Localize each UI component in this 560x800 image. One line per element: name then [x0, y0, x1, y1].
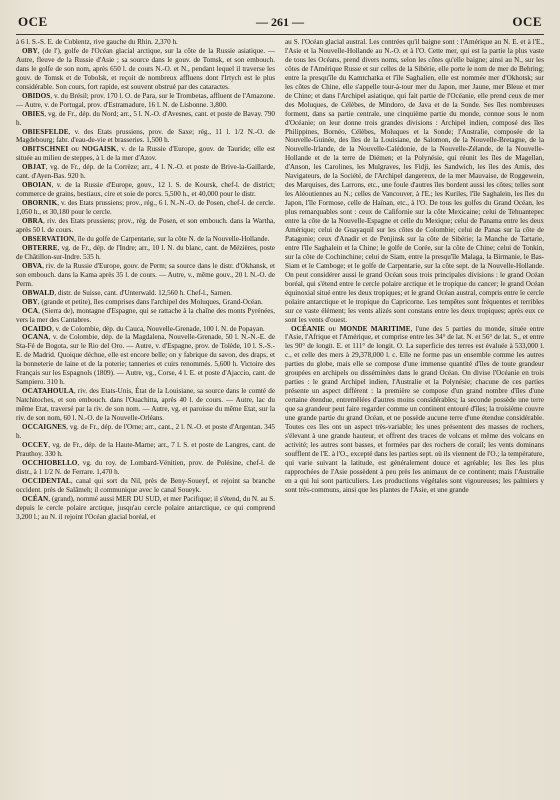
dictionary-entry: [285, 38, 544, 325]
entry-text: vg. de Fr., dép. du Nord; arr., 5 l. N.-O. d'Avesnes, cant. et poste de Bavay. 790 h.: [16, 109, 275, 127]
entry-text: vg. de Fr., dép. de la Haute-Marne; arr., 7 l. S. et poste de Langres, cant. de Prauthoy. 330 h.: [16, 440, 275, 458]
dictionary-entry: OBIDOS, v. du Brésil; prov. 170 l. O. de Para, sur le Trombetas, affluent de l'Amazone. — Autre, v. de Portugal, prov. d'Estramadure, 16 l. N. de Lisbonne. 3,800.: [16, 91, 275, 109]
entry-text: l'une des 5 parties du monde, située entre l'Asie, l'Afrique et l'Amérique, et comprise entre les 34° de lat. N. et 56° de lat. S., et entre les 90° de longit. E. et 111° de longit. O. La superficie des terres est évaluée à 533,000 l. c., et celle des mers à 29,378,000 l. c. Elle ne forme pas un ensemble comme les autres parties du globe, mais elle se compose d'une immense quantité d'îles de toute grandeur groupées en archipels ou disséminées dans le grand Océan. On divise l'Océanie en trois parties : le grand Archipel indien, l'Australie et la Polynésie; chacune de ces parties présente un aspect différent : la première se compose d'un grand nombre d'îles d'une certaine étendue, entremêlées d'autres moins considérables; la seconde possède une terre que sa grandeur peut faire regarder comme un continent entouré d'îles; la troisième couvre une grande partie du grand Océan, et ne possède aucune terre d'une étendue considérable. Toutes ces îles ont un aspect très-variable; les unes présentent des masses de rochers, s'élevant à une grande hauteur, et offrent des traces de volcans et même des volcans en activité; les autres sont basses, et formées par des rochers de corail; les vents dominans soufflent de l'E. à l'O., excepté dans les parties sept. où ils viennent de l'O.; la température, qui varie suivant la latitude, est généralement douce et agréable; les îles les plus rapprochées de l'Asie possèdent à peu près les animaux de ce continent; mais l'Australie en a qui lui sont particuliers. Les productions végétales sont vigoureuses; les palmiers y sont très-communs, ainsi que les plantes de l'Asie, et une grande: [285, 324, 544, 494]
dictionary-entry: OCATAHOULA, riv. des Etats-Unis, État de la Louisiane, sa source dans le comté de Natchitoches, et son embouch. dans l'Ouachitta, après 40 l. de cours. — Autre, lac du même Etat, traversé par la riv. de son nom. — Autre, vg. et paroisse du même Etat, sur la riv. de son nom, 60 l. N.-O. de la Nouvelle-Orléans.: [16, 387, 275, 423]
entry-text: vg. de Fr., dép. de l'Orne; arr., cant., 2 l. N.-O. et poste d'Argentan. 345 h.: [16, 422, 275, 440]
entry-text: v. de la Russie d'Europe, gouv., 12 l. S. de Koursk, chef-l. de district; commerce de grains, bestiaux, cire et soie de porcs. 5,500 h., et 40,000 pour le distr.: [16, 181, 275, 199]
entry-headword: OBY: [22, 297, 38, 306]
dictionary-entry: OCANA, v. de Colombie, dép. de la Magdalena, Nouvelle-Grenade, 50 l. N.-N.-E. de Sta-Fé de Bogota, sur le Rio del Oro. — Autre, v. d'Espagne, prov. de Tolède, 10 l. S.-S.-E. de Madrid. Quoique déchue, elle est encore belle; on y fabrique du savon, des draps, et la bonneterie de laine et de la poterie; tanneries et cuirs renommés. 5,600 h. Victoire des Français sur les Espagnols (1809). — Autre, vg., Corse, 4 l. E. et poste d'Ajaccio, cant. de Sampiero. 310 h.: [16, 333, 275, 387]
entry-text: à 6 l. S.-S. E. de Coblentz, rive gauche du Rhin. 2,370 h.: [16, 38, 178, 46]
entry-headword: OBVA: [22, 261, 43, 270]
dictionary-entry: OBIESFELDE, v. des Etats prussiens, prov. de Saxe; rég., 11 l. 1/2 N.-O. de Magdebourg; fabr. d'eau-de-vie et brasseries. 1,500 h.: [16, 127, 275, 145]
dictionary-entry: OCCHIOBELLO, vg. du roy. de Lombard-Vénitien, prov. de Polésine, chef-l. de distr., à 1 1/2 N. de Ferrare. 1,470 h.: [16, 458, 275, 476]
entry-text: (grand), nommé aussi MER DU SUD, et mer Pacifique; il s'étend, du N. au S. depuis le cercle polaire arctique, jusqu'au cercle polaire antarctique, ce qui comprend 3,200 l.; au N. il rejoint l'Océan glacial boréal, et: [16, 494, 275, 521]
dictionary-entry: OCCEY, vg. de Fr., dép. de la Haute-Marne; arr., 7 l. S. et poste de Langres, cant. de Prauthoy. 330 h.: [16, 440, 275, 458]
page-number: — 261 —: [256, 14, 304, 29]
entry-text: v. de la Russie d'Europe, gouv. de Tauride; elle est située au milieu de steppes, à l. de la mer d'Azov.: [16, 145, 275, 163]
dictionary-entry: OBY, (grande et petite), îles comprises dans l'archipel des Moluques, Grand-Océan.: [22, 297, 263, 306]
entry-headword: OBIDOS: [22, 91, 51, 100]
entry-headword: OCA: [22, 306, 39, 315]
entry-text: (de l'), golfe de l'Océan glacial arctique, sur la côte de la Russie asiatique. — Autre, fleuve de la Russie d'Asie ; sa source dans le gouv. de Tomsk, et son embouch. dans le golfe de son nom, après 650 l. de cours N.-O. et N., pendant lequel il traverse les gouv. de Tomsk et de Tobolsk, et reçoit de nombreux affluens dont l'Irtych est le plus considérable. Son cours, fort rapide, est souvent obstrué par des cataractes.: [16, 46, 275, 91]
entry-headword: OCCIDENTAL: [22, 476, 71, 485]
entry-headword: OBY: [22, 46, 38, 55]
entry-text: v. des Etats prussiens, prov. de Saxe; rég., 11 l. 1/2 N.-O. de Magdebourg; fabr. d'eau-de-vie et brasseries. 1,500 h.: [16, 127, 275, 145]
header-rule: [16, 34, 544, 35]
dictionary-entry: OCÉANIE ou MONDE MARITIME, l'une des 5 parties du monde, située entre l'Asie, l'Afrique et l'Amérique, et comprise entre les 34° de lat. N. et 56° de lat. S., et entre les 90° de longit. E. et 111° de longit. O. La superficie des terres est évaluée à 533,000 l. c., et celle des mers à 29,378,000 l. c. Elle ne forme pas un ensemble comme les autres parties du globe, mais elle se compose d'une immense quantité d'îles de toute grandeur groupées en archipels ou disséminées dans le grand Océan. On divise l'Océanie en trois parties : le grand Archipel indien, l'Australie et la Polynésie; chacune de ces parties présente un aspect différent : la première se compose d'un grand nombre d'îles d'une certaine étendue, entremêlées d'autres moins considérables; la seconde possède une terre que sa grandeur peut faire regarder comme un continent entouré d'îles; la troisième couvre une grande partie du grand Océan, et ne possède aucune terre d'une étendue considérable. Toutes ces îles ont un aspect très-variable; les unes présentent des masses de rochers, s'élevant à une grande hauteur, et offrent des traces de volcans et même des volcans en activité; les autres sont basses, et formées par des rochers de corail; les vents dominans soufflent de l'E. à l'O., excepté dans les parties sept. où ils viennent de l'O.; la température, qui varie suivant la latitude, est généralement douce et agréable; les îles les plus rapprochées de l'Asie possèdent à peu près les animaux de ce continent; mais l'Australie en a qui lui sont particuliers. Les productions végétales sont vigoureuses; les palmiers y sont très-communs, ainsi que les plantes de l'Asie, et une grande: [285, 324, 544, 494]
entry-text: vg. de Fr., dép. de l'Indre; arr., 10 l. N. du blanc, cant. de Mézières, poste de Châtillon-sur-Indre. 535 h.: [16, 243, 275, 261]
entry-headword: OBIESFELDE: [22, 127, 69, 136]
dictionary-entry: OCAIDO, v. de Colombie, dép. du Cauca, Nouvelle-Grenade, 100 l. N. de Popayan.: [22, 324, 265, 333]
entry-headword: OCCAIGNES: [22, 422, 67, 431]
entry-text: canal qui sort du Nil, près de Beny-Soueyf, et rejoint sa branche occident. près de Salâmeh; il communique avec le canal Soueyk.: [16, 476, 275, 494]
entry-headword: OBRA: [22, 217, 44, 226]
entry-headword: OCÉAN: [22, 494, 49, 503]
right-column: [285, 38, 544, 790]
dictionary-entry: OBJAT, vg. de Fr., dép. de la Corrèze; arr., 4 l. N.-O. et poste de Brive-la-Gaillarde, cant. d'Ayen-Bas. 920 h.: [16, 163, 275, 181]
entry-headword: OBORNIK: [22, 199, 58, 208]
dictionary-entry: OCCAIGNES, vg. de Fr., dép. de l'Orne; arr., cant., 2 l. N.-O. et poste d'Argentan. 345 h.: [16, 422, 275, 440]
entry-headword: OCANA: [22, 333, 49, 342]
entry-headword: OBTERRE: [22, 243, 58, 252]
entry-text: (Sierra de), montagne d'Espagne, qui se rattache à la chaîne des monts Pyrénées, vers la mer des Cantabres.: [16, 306, 275, 324]
running-head-left: OCE: [18, 14, 48, 29]
dictionary-entry: OBWALD, distr. de Suisse, cant. d'Unterwald. 12,560 h. Chef-l., Sarnen.: [22, 288, 232, 297]
entry-text: riv. de la Russie d'Europe, gouv. de Perm; sa source dans le distr. d'Okhansk, et son embouch. dans la Kama après 35 l. de cours. — Autre, v., même gouv., 20 l. N.-O. de Perm.: [16, 261, 275, 288]
dictionary-entry: OCÉAN, (grand), nommé aussi MER DU SUD, et mer Pacifique; il s'étend, du N. au S. depuis le cercle polaire arctique, jusqu'au cercle polaire antarctique, ce qui comprend 3,200 l.; au N. il rejoint l'Océan glacial boréal, et: [16, 494, 275, 521]
entry-text: v. du Brésil; prov. 170 l. O. de Para, sur le Trombetas, affluent de l'Amazone. — Autre, v. de Portugal, prov. d'Estramadure, 16 l. N. de Lisbonne. 3,800.: [16, 91, 275, 109]
entry-headword: OCCEY: [22, 440, 49, 449]
entry-text: distr. de Suisse, cant. d'Unterwald. 12,560 h. Chef-l., Sarnen.: [57, 288, 232, 297]
dictionary-entry: [16, 38, 275, 47]
dictionary-entry: OCCIDENTAL, canal qui sort du Nil, près de Beny-Soueyf, et rejoint sa branche occident. près de Salâmeh; il communique avec le canal Soueyk.: [16, 476, 275, 494]
entry-headword: OBOIAN: [22, 181, 52, 190]
entry-headword: OBWALD: [22, 288, 55, 297]
dictionary-entry: OBRA, riv. des Etats prussiens; prov., rég. de Posen, et son embouch. dans la Wartha, après 50 l. de cours.: [16, 217, 275, 235]
left-column: [16, 38, 275, 790]
entry-headword: OBJAT: [22, 163, 46, 172]
entry-text: vg. du roy. de Lombard-Vénitien, prov. de Polésine, chef-l. de distr., à 1 1/2 N. de Ferrare. 1,470 h.: [16, 458, 275, 476]
entry-text: riv. des Etats prussiens; prov., rég. de Posen, et son embouch. dans la Wartha, après 50 l. de cours.: [16, 217, 275, 235]
dictionary-entry: OCA, (Sierra de), montagne d'Espagne, qui se rattache à la chaîne des monts Pyrénées, vers la mer des Cantabres.: [16, 306, 275, 324]
dictionary-entry: OBORNIK, v. des Etats prussiens; prov., rég., 6 l. N.-N.-O. de Posen, chef-l. de cercle. 1,050 h., et 30,180 pour le cercle.: [16, 199, 275, 217]
running-head-right: OCE: [512, 14, 542, 29]
entry-headword: OBITSCHNEI ou NOGAISK: [22, 145, 117, 154]
page-header: [16, 12, 544, 32]
dictionary-entry: OBOIAN, v. de la Russie d'Europe, gouv., 12 l. S. de Koursk, chef-l. de district; commerce de grains, bestiaux, cire et soie de porcs. 5,500 h., et 40,000 pour le distr.: [16, 181, 275, 199]
entry-text: île du golfe de Carpentarie, sur la côte N. de la Nouvelle-Hollande.: [77, 234, 270, 243]
text-columns: [16, 38, 544, 790]
entry-text: (grande et petite), îles comprises dans l'archipel des Moluques, Grand-Océan.: [41, 297, 263, 306]
entry-headword: OBIES: [22, 109, 45, 118]
entry-text: v. de Colombie, dép. de la Magdalena, Nouvelle-Grenade, 50 l. N.-N.-E. de Sta-Fé de Bogota, sur le Rio del Oro. — Autre, v. d'Espagne, prov. de Tolède, 10 l. S.-S.-E. de Madrid. Quoique déchue, elle est encore belle; on y fabrique du savon, des draps, et la bonneterie de laine et de la poterie; tanneries et cuirs renommés. 5,600 h. Victoire des Français sur les Espagnols (1809). — Autre, vg., Corse, 4 l. E. et poste d'Ajaccio, cant. de Sampiero. 310 h.: [16, 333, 275, 387]
entry-text: v. de Colombie, dép. du Cauca, Nouvelle-Grenade, 100 l. N. de Popayan.: [55, 324, 265, 333]
entry-headword: OCAIDO: [22, 324, 52, 333]
entry-text: riv. des Etats-Unis, État de la Louisiane, sa source dans le comté de Natchitoches, et son embouch. dans l'Ouachitta, après 40 l. de cours. — Autre, lac du même Etat, traversé par la riv. de son nom. — Autre, vg. et paroisse du même Etat, sur la riv. de son nom, 60 l. N.-O. de la Nouvelle-Orléans.: [16, 387, 275, 423]
entry-headword: OCÉANIE ou MONDE MARITIME: [291, 324, 411, 333]
dictionary-entry: OBY, (de l'), golfe de l'Océan glacial arctique, sur la côte de la Russie asiatique. — Autre, fleuve de la Russie d'Asie ; sa source dans le gouv. de Tomsk, et son embouch. dans le golfe de son nom, après 650 l. de cours N.-O. et N., pendant lequel il traverse les gouv. de Tomsk et de Tobolsk, et reçoit de nombreux affluens dont l'Irtych est le plus considérable. Son cours, fort rapide, est souvent obstrué par des cataractes.: [16, 46, 275, 91]
dictionary-entry: OBIES, vg. de Fr., dép. du Nord; arr., 5 l. N.-O. d'Avesnes, cant. et poste de Bavay. 790 h.: [16, 109, 275, 127]
dictionary-entry: OBTERRE, vg. de Fr., dép. de l'Indre; arr., 10 l. N. du blanc, cant. de Mézières, poste de Châtillon-sur-Indre. 535 h.: [16, 243, 275, 261]
entry-text: v. des Etats prussiens; prov., rég., 6 l. N.-N.-O. de Posen, chef-l. de cercle. 1,050 h., et 30,180 pour le cercle.: [16, 199, 275, 217]
dictionary-entry: OBSERVATION, île du golfe de Carpentarie, sur la côte N. de la Nouvelle-Hollande.: [22, 234, 270, 243]
entry-headword: OBSERVATION: [22, 234, 75, 243]
entry-headword: OCCHIOBELLO: [22, 458, 78, 467]
entry-headword: OCATAHOULA: [22, 387, 74, 396]
dictionary-entry: OBITSCHNEI ou NOGAISK, v. de la Russie d'Europe, gouv. de Tauride; elle est située au milieu de steppes, à l. de la mer d'Azov.: [16, 145, 275, 163]
entry-text: au S. l'Océan glacial austral. Les contrées qu'il baigne sont : l'Amérique au N. E. et à l'E., l'Asie et la Nouvelle-Hollande au N.-O. et à l'O. Cette mer, qui est la partie la plus vaste de tous les Océans, prend divers noms, selon les côtes qu'elle baigne; ainsi au N., sur les côtes de l'Amérique Russe et sur celles de la Sibérie, elle porte le nom de mer de Behring; entre la presqu'île du Kamtchatka et l'île Saghalien, elle est nommée mer d'Okhotsk; sur les côtes de Chine, elle s'appelle tour-à-tour mer du Japon, mer Jaune, mer Bleue et mer de Chine; et dans l'Archipel asiatique, qui fait partie de l'Océanie, elle prend ceux de mer des Moluques, de Célèbes, de Mindoro, de Java et de la Sonde. Ses îles nombreuses forment, dans sa partie centrale, une cinquième partie du monde, connue sous le nom d'Océanie; on leur donne trois grandes divisions : Archipel indien, composé des îles Philippines, Bornéo, Célèbes, Moluques et la Sonde; l'Australie, composée de la Nouvelle-Guinée, des îles de la Louisiane, de Salomon, de la Nouvelle-Bretagne, de la Nouvelle-Irlande, de la Nouvelle-Calédonie, de la Nouvelle-Zélande, de la Nouvelle-Hollande et de la terre de Diémen; et la Polynésie, qui réunit les îles de Magellan, d'Anson, les Carolines, les Mulgraves, les Fidji, les Sandwich, les îles des Amis, des Navigateurs, de la Société, de l'Archipel dangereux, de la mer Mauvaise, de Roggewein, des Marquises, des Larrons, etc., une foule d'autres îles bordent aussi les côtes; telles sont les Aléoutiennes au N.; celles de Vancouver, à l'E.; les Kuriles, l'île Saghalein, les îles du Japon, l'île Formose, celle de Haïnan, etc., à l'O. De tous les golfes du Grand Océan, les plus remarquables sont : ceux de Californie sur la côte Mexicaine; celui de Tehuantepec entre la côte de la Nouvelle-Espagne et celle du Mexique; celui de Panama entre les deux Amérique; celui de Guayaquil sur les côtes de Colombie; celui de Panas sur la côte de Patagonie; ceux d'Anadir et de Penjinsk sur la côte de Sibérie; la Manche de Tartarie, entre l'île Saghalein et la Chine; le golfe de Corée, sur la côte de Chine; celui de Tonkin, sur la côte de Cochinchine; celui de Siam, entre la presqu'île Malaga, la Birmanie, le Bas-Siam et le Camboge; et le golfe de Carpentarie, sur la côte sept. de la Nouvelle-Hollande. On peut considérer aussi le grand Océan sous trois principales divisions : le grand Océan boréal, qui s'étend entre le cercle polaire arctique et le tropique du cancer; le grand Océan équinoxial situé entre les deux tropiques; et le grand Océan austral, compris entre le cercle polaire antarctique et le tropique du Capricorne. Les tempêtes sont fréquentes et terribles sur ce vaste élément; les vents alizés sont constans entre les deux tropiques; après eux ce sont les vents d'ouest.: [285, 38, 544, 324]
entry-text: vg. de Fr., dép. de la Corrèze; arr., 4 l. N.-O. et poste de Brive-la-Gaillarde, cant. d'Ayen-Bas. 920 h.: [16, 163, 275, 181]
dictionary-entry: OBVA, riv. de la Russie d'Europe, gouv. de Perm; sa source dans le distr. d'Okhansk, et son embouch. dans la Kama après 35 l. de cours. — Autre, v., même gouv., 20 l. N.-O. de Perm.: [16, 261, 275, 288]
